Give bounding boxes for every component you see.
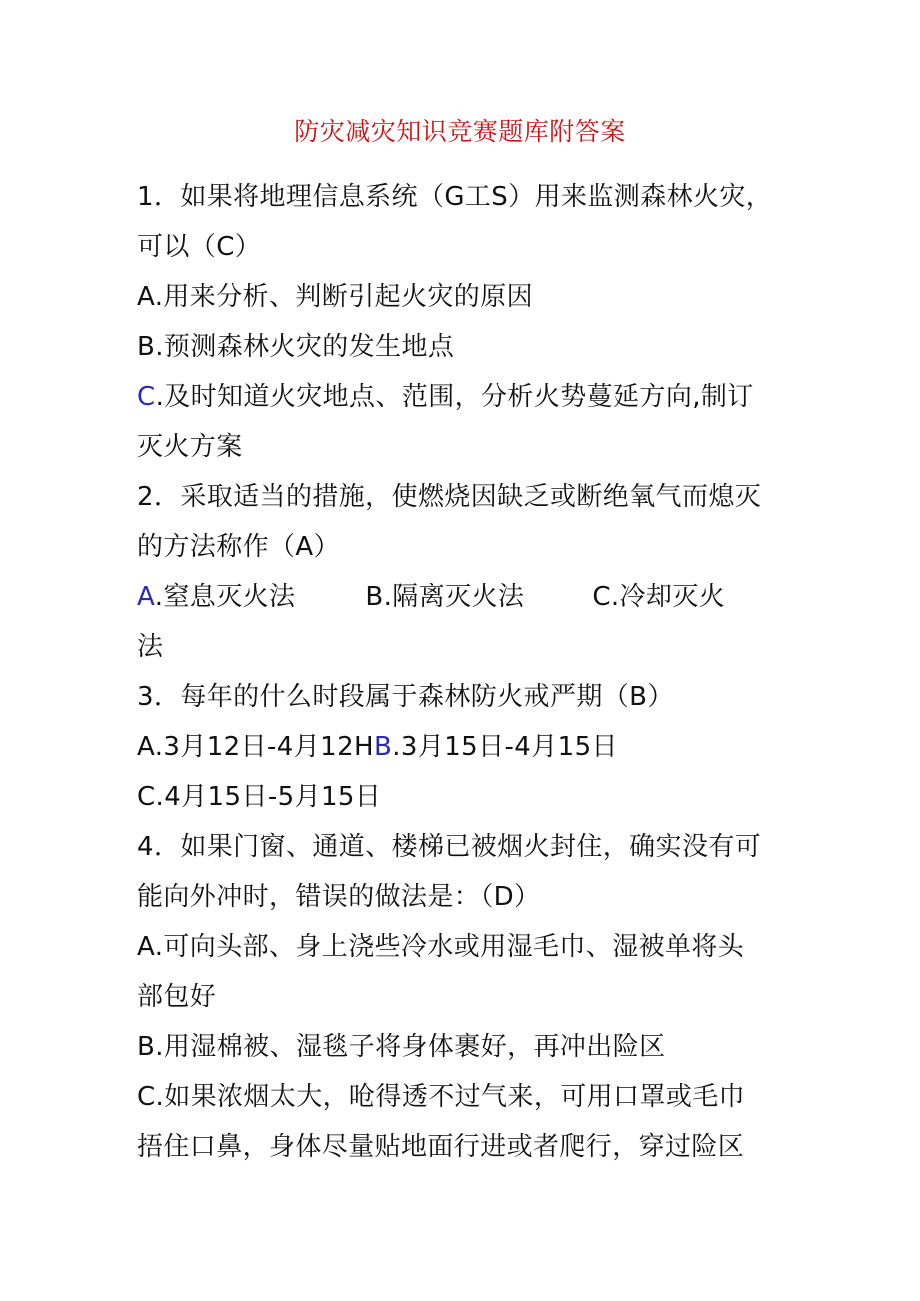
question-4-line-2: 能向外冲时，错误的做法是：（D） — [137, 882, 541, 912]
option-text: .及时知道火灾地点、范围，分析火势蔓延方向,制订 — [155, 382, 754, 412]
question-4-option-b: B.用湿棉被、湿毯子将身体裹好，再冲出险区 — [137, 1032, 666, 1062]
answer-mark-b: B — [373, 732, 393, 762]
option-b-text: B.隔离灭火法 — [365, 582, 525, 612]
question-1-line-1: 1．如果将地理信息系统（G工S）用来监测森林火灾， — [137, 182, 773, 212]
option-c-text: C.冷却灭火 — [592, 582, 726, 612]
answer-mark-c: C — [137, 382, 156, 412]
option-a-text: .窒息灭火法 — [154, 582, 296, 612]
question-2-option-c-cont: 法 — [137, 632, 164, 662]
question-1-option-c — [137, 372, 797, 422]
question-3-line-1: 3．每年的什么时段属于森林防火戒严期（B） — [137, 682, 674, 712]
question-1-option-b: B.预测森林火灾的发生地点 — [137, 332, 455, 362]
option-b-text: .3月15日-4月15日 — [392, 732, 618, 762]
question-4-option-c: C.如果浓烟太大，呛得透不过气来，可用口罩或毛巾 — [137, 1082, 746, 1112]
question-4-option-a-cont: 部包好 — [137, 982, 217, 1012]
document-title: 防灾减灾知识竞赛题库附答案 — [294, 117, 626, 146]
question-3-option-c: C.4月15日-5月15日 — [137, 782, 382, 812]
question-1-line-2: 可以（C） — [137, 232, 262, 262]
question-4-option-c-cont: 捂住口鼻，身体尽量贴地面行进或者爬行，穿过险区 — [137, 1132, 745, 1162]
question-1-option-c-cont: 灭火方案 — [137, 432, 243, 462]
question-3-options-ab — [137, 722, 797, 772]
question-4-line-1: 4．如果门窗、通道、楼梯已被烟火封住，确实没有可 — [137, 832, 762, 862]
question-1-option-a: A.用来分析、判断引起火灾的原因 — [137, 282, 533, 312]
question-4-option-a: A.可向头部、身上浇些冷水或用湿毛巾、湿被单将头 — [137, 932, 745, 962]
answer-mark-a: A — [137, 582, 155, 612]
question-2-line-2: 的方法称作（A） — [137, 532, 340, 562]
question-2-line-1: 2．采取适当的措施，使燃烧因缺乏或断绝氧气而熄灭 — [137, 482, 762, 512]
question-list — [137, 172, 797, 1172]
question-2-options — [137, 572, 797, 622]
option-a-text: A.3月12日-4月12H — [137, 732, 374, 762]
